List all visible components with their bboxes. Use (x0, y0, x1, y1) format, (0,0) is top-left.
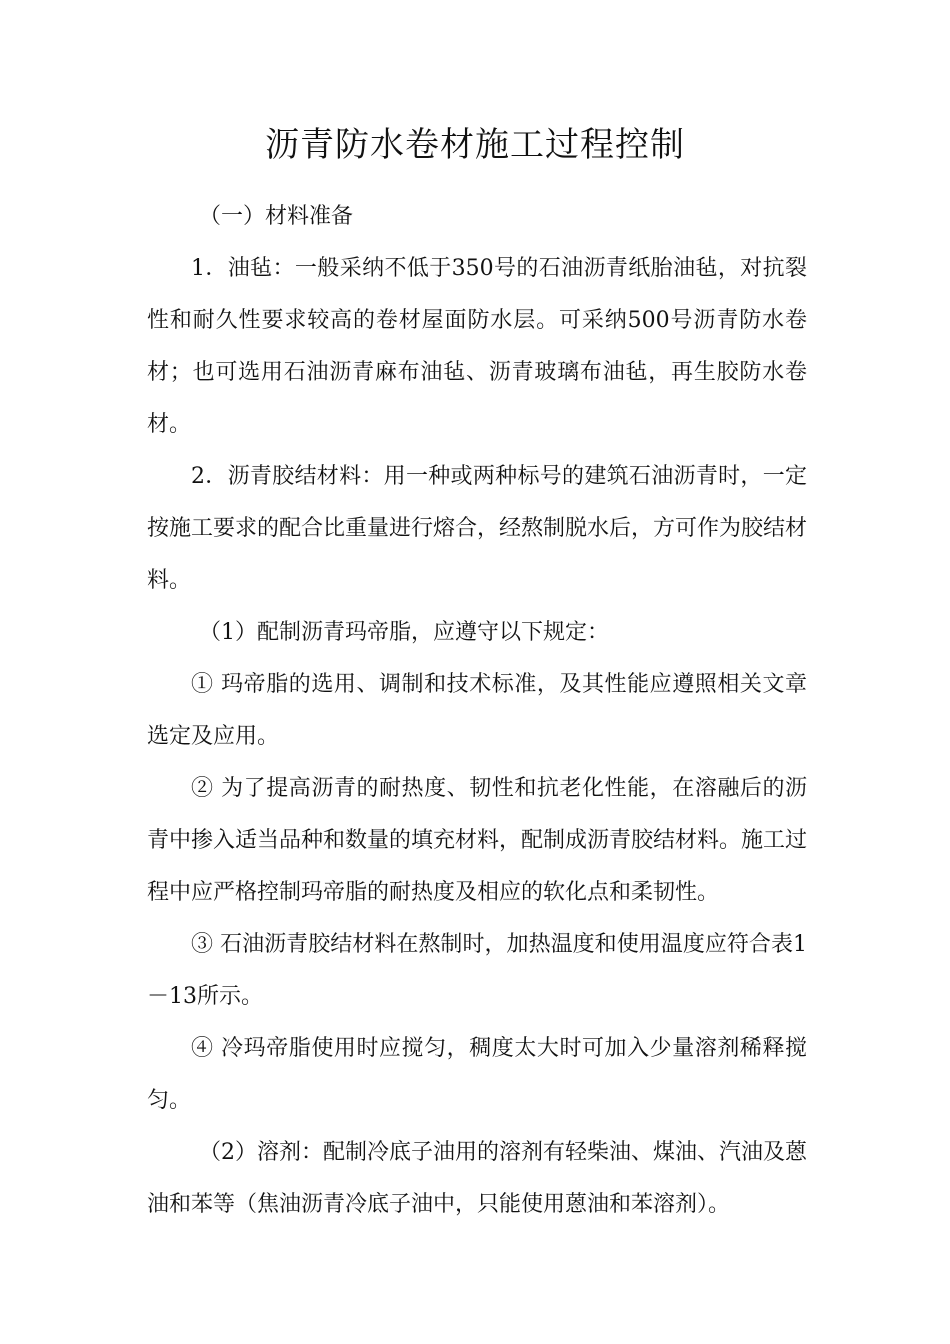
document-title: 沥青防水卷材施工过程控制 (265, 125, 685, 165)
paragraph-solvent: （2）溶剂：配制冷底子油用的溶剂有轻柴油、煤油、汽油及蒽油和苯等（焦油沥青冷底子油中，只能使用蒽油和苯溶剂）。 (147, 1140, 807, 1217)
paragraph-mastic-rules: （1）配制沥青玛帝脂，应遵守以下规定： (199, 620, 609, 645)
paragraph-asphalt-binder: 2．沥青胶结材料：用一种或两种标号的建筑石油沥青时，一定按施工要求的配合比重量进行熔合，经熬制脱水后，方可作为胶结材料。 (147, 464, 808, 593)
document-body (147, 191, 807, 1231)
section-heading-materials: （一）材料准备 (199, 204, 354, 229)
list-item-heating-temperature: ③ 石油沥青胶结材料在熬制时，加热温度和使用温度应符合表1－13所示。 (147, 932, 807, 1009)
list-item-mastic-fillers: ② 为了提高沥青的耐热度、韧性和抗老化性能，在溶融后的沥青中掺入适当品种和数量的填充材料，配制成沥青胶结材料。施工过程中应严格控制玛帝脂的耐热度及相应的软化点和柔韧性。 (147, 776, 808, 905)
list-item-cold-mastic: ④ 冷玛帝脂使用时应搅匀，稠度太大时可加入少量溶剂稀释搅匀。 (147, 1036, 807, 1113)
paragraph-felt: 1．油毡：一般采纳不低于350号的石油沥青纸胎油毡，对抗裂性和耐久性要求较高的卷材屋面防水层。可采纳500号沥青防水卷材；也可选用石油沥青麻布油毡、沥青玻璃布油毡，再生胶防水卷材。 (147, 256, 807, 437)
list-item-mastic-selection: ① 玛帝脂的选用、调制和技术标准，及其性能应遵照相关文章选定及应用。 (147, 672, 807, 749)
